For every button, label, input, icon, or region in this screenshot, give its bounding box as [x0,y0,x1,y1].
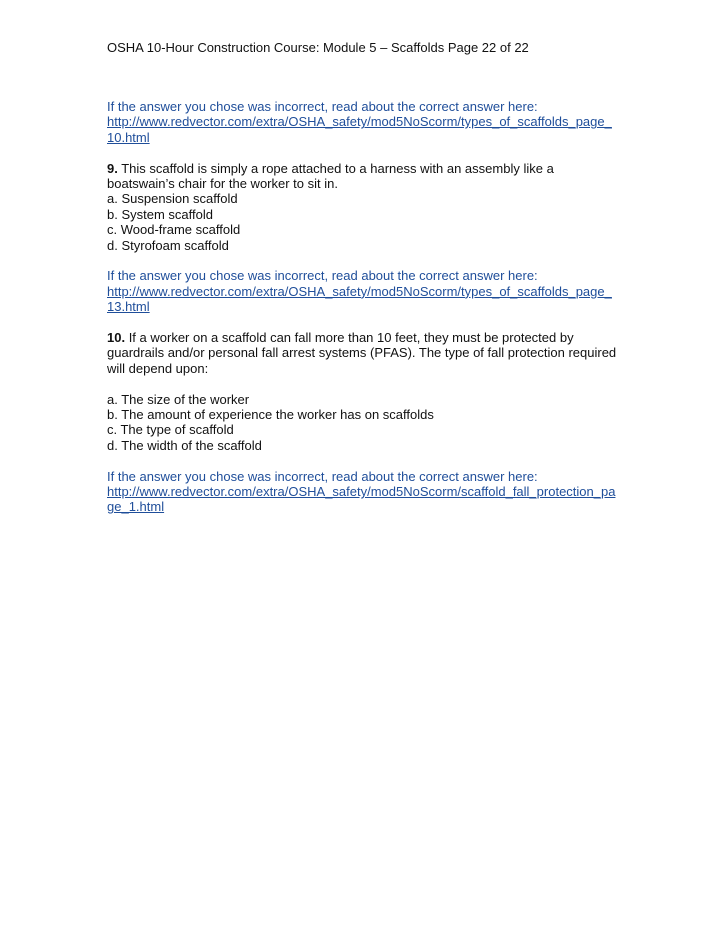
answer-option-a: a. The size of the worker [107,391,250,407]
link-text-line[interactable]: 13.html [107,299,150,315]
question-text: This scaffold is simply a rope attached to a harness with an assembly like a [117,160,554,176]
answer-option-b: b. System scaffold [107,206,213,222]
feedback-block-1 [107,99,627,145]
question-10-text [107,330,627,345]
blank-line [107,376,627,391]
answer-link-types-of-scaffolds-page-13[interactable] [107,284,627,315]
answer-option-c: c. Wood-frame scaffold [107,222,241,238]
question-9 [107,161,627,253]
feedback-prompt: If the answer you chose was incorrect, read about the correct answer here: [107,268,538,284]
link-text-line[interactable]: http://www.redvector.com/extra/OSHA_safety/mod5NoScorm/types_of_scaffolds_page_ [107,283,612,299]
answer-option-d: d. The width of the scaffold [107,437,262,453]
answer-link-types-of-scaffolds-page-10[interactable] [107,114,627,145]
question-number: 9. [107,160,118,176]
document-body [107,99,627,530]
answer-link-scaffold-fall-protection-page-1[interactable] [107,484,627,515]
link-text-line[interactable]: ge_1.html [107,499,165,515]
question-text: If a worker on a scaffold can fall more than 10 feet, they must be protected by [125,330,574,346]
question-10 [107,330,627,453]
feedback-block-2 [107,268,627,314]
question-text-line: will depend upon: [107,360,209,376]
page-header: OSHA 10-Hour Construction Course: Module 5 – Scaffolds Page 22 of 22 [107,40,529,55]
answer-option-a: a. Suspension scaffold [107,191,238,207]
feedback-prompt: If the answer you chose was incorrect, read about the correct answer here: [107,468,538,484]
link-text-line[interactable]: http://www.redvector.com/extra/OSHA_safety/mod5NoScorm/scaffold_fall_protection_pa [107,484,616,500]
link-text-line[interactable]: 10.html [107,129,150,145]
question-number: 10. [107,330,126,346]
answer-option-b: b. The amount of experience the worker has on scaffolds [107,407,434,423]
answer-option-d: d. Styrofoam scaffold [107,237,229,253]
question-text-line: boatswain’s chair for the worker to sit in. [107,176,338,192]
question-text-line: guardrails and/or personal fall arrest systems (PFAS). The type of fall protection required [107,345,617,361]
feedback-block-3 [107,469,627,515]
feedback-prompt: If the answer you chose was incorrect, read about the correct answer here: [107,99,538,114]
question-9-text [107,161,627,176]
answer-option-c: c. The type of scaffold [107,422,234,438]
link-text-line[interactable]: http://www.redvector.com/extra/OSHA_safety/mod5NoScorm/types_of_scaffolds_page_ [107,114,612,130]
